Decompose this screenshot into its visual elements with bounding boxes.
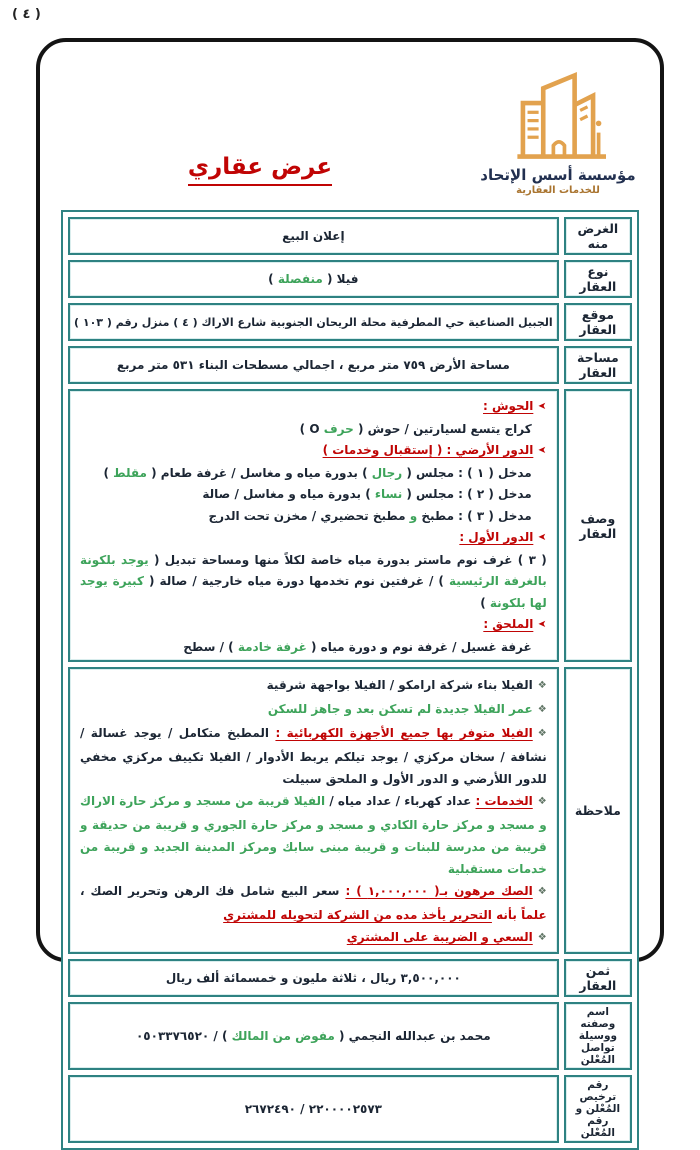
diamond-bullet-icon: ❖ bbox=[537, 932, 547, 943]
purpose-value: إعلان البيع bbox=[68, 217, 559, 255]
text-segment: ) بدورة مياه و مغاسل / غرفة طعام ( bbox=[146, 465, 372, 480]
text-segment: كراج يتسع لسيارتين / حوش ( bbox=[353, 421, 532, 436]
advertiser-label: اسم وصفته ووسيلة تواصل المُعْلن bbox=[564, 1002, 632, 1070]
text-line bbox=[80, 790, 547, 880]
text-line bbox=[80, 698, 547, 722]
text-segment: يوجد بلكونة بالغرفة الرئيسية bbox=[80, 552, 547, 588]
text-segment: سعر البيع شامل فك الرهن وتحرير الصك ، bbox=[80, 884, 346, 898]
purpose-label: الغرض منه bbox=[564, 217, 632, 255]
row-advertiser bbox=[68, 1002, 632, 1070]
text-segment: رجال bbox=[371, 465, 403, 480]
row-property-type bbox=[68, 260, 632, 298]
diamond-bullet-icon: ❖ bbox=[537, 886, 547, 897]
text-segment: ) / سطح bbox=[183, 639, 238, 654]
text-line bbox=[80, 614, 547, 637]
company-logo bbox=[478, 68, 638, 196]
notes-value bbox=[68, 667, 559, 954]
row-area bbox=[68, 346, 632, 384]
price-value: ٣,٥٠٠,٠٠٠ ريال ، ثلاثة مليون و خمسمائة ألف ريال bbox=[68, 959, 559, 997]
property-type-value bbox=[68, 260, 559, 298]
text-segment: ) bbox=[103, 465, 114, 480]
text-line bbox=[80, 550, 547, 615]
text-segment: الدور الأرضي : ( إستقبال وخدمات ) bbox=[322, 443, 534, 457]
text-segment: السعي و الضريبة على المشتري bbox=[346, 930, 533, 944]
org-subtitle: للخدمات العقارية bbox=[516, 185, 600, 196]
area-value: مساحة الأرض ٧٥٩ متر مربع ، اجمالي مسطحات البناء ٥٣١ متر مربع bbox=[68, 346, 559, 384]
text-segment: غرفة غسيل / غرفة نوم و دورة مياه ( bbox=[306, 639, 532, 654]
text-segment: ) بدورة مياه و مغاسل / صالة bbox=[202, 487, 375, 501]
text-segment: ) bbox=[268, 272, 278, 286]
text-segment: الملحق : bbox=[483, 617, 534, 631]
text-segment: محمد بن عبدالله النجمي ( bbox=[334, 1029, 491, 1043]
text-segment: علماً بأنه bbox=[491, 908, 547, 922]
text-segment: مقلط bbox=[113, 465, 147, 480]
text-segment: المطبخ متكامل / يوجد غسالة / نشافة / سخان مركزي / يوجد تيلكم يربط الأدوار / الفيلا تكييف مركزي مخفي للدور اللأرضي و الدور الأول و الملحق سبيلت bbox=[80, 726, 547, 786]
text-segment: الفيلا متوفر بها جميع الأجهزة الكهربائية : bbox=[275, 726, 533, 740]
page-number: ( ٤ ) bbox=[12, 7, 41, 22]
text-segment: O ) bbox=[299, 421, 324, 436]
location-value: الجبيل الصناعية حي المطرفية محلة الريحان الجنوبية شارع الاراك ( ٤ ) منزل رقم ( ١٠٣ ) bbox=[68, 303, 559, 341]
arrow-bullet-icon: ➤ bbox=[538, 532, 547, 543]
text-segment: الفيلا قريبة من مسجد و مركز حارة الاراك و مسجد و مركز حارة الكادي و مسجد و مركز حارة الجوري و قريبة من حديقة و قريبة من مدرسة للبنات و قريبة مبنى سابك ومركز المدينة الجديد و قريبة من خدمات مستقبلية bbox=[80, 794, 547, 876]
diamond-bullet-icon: ❖ bbox=[537, 704, 547, 715]
building-logo-icon bbox=[502, 68, 614, 164]
text-segment: التحرير يأخذ مده من الشركة لتحويله للمشتري bbox=[223, 908, 492, 922]
row-purpose bbox=[68, 217, 632, 255]
text-line bbox=[80, 440, 547, 463]
text-segment: ( ٣ ) غرف نوم ماستر بدورة مياه خاصة لكلاً منها ومساحة تبديل ( bbox=[148, 552, 547, 567]
text-line bbox=[80, 637, 547, 659]
arrow-bullet-icon: ➤ bbox=[538, 401, 547, 412]
text-line bbox=[80, 484, 547, 506]
text-line bbox=[80, 926, 547, 950]
diamond-bullet-icon: ❖ bbox=[537, 728, 547, 739]
property-table bbox=[61, 210, 639, 1150]
document-card bbox=[36, 38, 664, 1139]
doc-title: عرض عقاري bbox=[188, 154, 332, 186]
org-name: مؤسسة أسس الإتحاد bbox=[480, 166, 636, 184]
location-label: موقع العقار bbox=[564, 303, 632, 341]
diamond-bullet-icon: ❖ bbox=[537, 796, 547, 807]
text-segment: مفوض من المالك bbox=[231, 1029, 335, 1043]
text-segment: مدخل ( ١ ) : مجلس ( bbox=[402, 465, 532, 480]
text-segment: عمر الفيلا جديدة لم تسكن بعد و جاهز للسكن bbox=[267, 702, 533, 716]
text-segment: منفصلة bbox=[277, 272, 323, 286]
title-wrap bbox=[40, 154, 480, 186]
text-line bbox=[80, 527, 547, 550]
row-description bbox=[68, 389, 632, 662]
text-segment: غرفة خادمة bbox=[237, 639, 307, 654]
text-segment: الصك مرهون بـ( ١,٠٠٠,٠٠٠ ) : bbox=[345, 884, 533, 898]
notes-label: ملاحظة bbox=[564, 667, 632, 954]
diamond-bullet-icon: ❖ bbox=[537, 680, 547, 691]
text-segment: الخدمات : bbox=[475, 794, 533, 808]
row-location bbox=[68, 303, 632, 341]
text-segment: الدور الأول : bbox=[459, 530, 534, 544]
text-line bbox=[80, 722, 547, 790]
text-line bbox=[80, 396, 547, 419]
text-segment: نساء bbox=[374, 487, 403, 501]
row-notes bbox=[68, 667, 632, 954]
document-header bbox=[40, 42, 660, 210]
text-line bbox=[80, 880, 547, 926]
text-segment: و bbox=[409, 508, 418, 523]
price-label: ثمن العقار bbox=[564, 959, 632, 997]
text-line bbox=[80, 674, 547, 698]
license-label: رقم ترخيص المُعْلن و رقم المُعْلن bbox=[564, 1075, 632, 1143]
description-value bbox=[68, 389, 559, 662]
text-line bbox=[80, 419, 547, 441]
area-label: مساحة العقار bbox=[564, 346, 632, 384]
license-value: ٢٢٠٠٠٠٢٥٧٣ / ٢٦٧٢٤٩٠ bbox=[68, 1075, 559, 1143]
text-segment: الحوش : bbox=[483, 399, 534, 413]
description-label: وصف العقار bbox=[564, 389, 632, 662]
row-price bbox=[68, 959, 632, 997]
text-segment: حرف bbox=[323, 421, 354, 436]
text-segment: عداد كهرباء / عداد مياه / bbox=[325, 794, 476, 808]
text-line bbox=[80, 506, 547, 528]
text-segment: مدخل ( ٢ ) : مجلس ( bbox=[402, 487, 532, 501]
text-line bbox=[80, 463, 547, 485]
arrow-bullet-icon: ➤ bbox=[538, 619, 547, 630]
property-type-label: نوع العقار bbox=[564, 260, 632, 298]
advertiser-value bbox=[68, 1002, 559, 1070]
text-segment: مطبخ تحضيري / مخزن تحت الدرج bbox=[208, 508, 410, 523]
text-segment: ) / ٠٥٠٣٣٧٦٥٢٠ bbox=[135, 1029, 232, 1043]
text-segment: ) bbox=[480, 595, 490, 610]
arrow-bullet-icon: ➤ bbox=[538, 445, 547, 456]
text-segment: مدخل ( ٣ ) : مطبخ bbox=[417, 508, 532, 523]
row-license bbox=[68, 1075, 632, 1143]
text-segment: ) / غرفتين نوم تخدمها دورة مياه خارجية / صالة ( bbox=[143, 574, 449, 588]
text-segment: فيلا ( bbox=[322, 272, 359, 286]
text-segment: الفيلا بناء شركة ارامكو / الفيلا بواجهة شرقية bbox=[266, 678, 533, 692]
text-segment: كبيرة يوجد لها بلكونة bbox=[80, 574, 547, 610]
